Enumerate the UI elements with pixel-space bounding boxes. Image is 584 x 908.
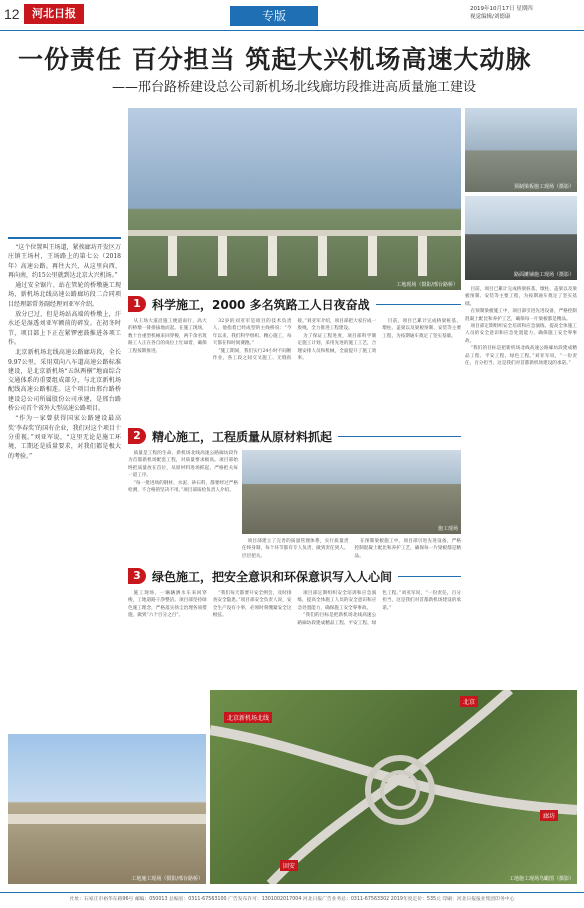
footer: 社址：石家庄市裕华东路96号 邮编：050013 总编室：0311-67563100 广告发布许可：1301002017004 河北日报广告业务总：0311-67563302 2019年度定价：535元 印刷：河北日报报业集团印务中心 bbox=[0, 892, 584, 908]
section-number: 2 bbox=[128, 428, 146, 444]
section-title: 绿色施工，把安全意识和环保意识写入人心间 bbox=[152, 569, 393, 584]
section-2-photo bbox=[242, 450, 461, 534]
editor-credit: 视觉编辑/刘德康 bbox=[470, 14, 511, 20]
photo-caption: 工地现场（摄影/邢台路桥） bbox=[396, 282, 458, 288]
section-title: 精心施工，工程质量从原材料抓起 bbox=[152, 429, 333, 444]
sidebar-column bbox=[8, 237, 121, 462]
bridge-pier bbox=[168, 236, 177, 276]
section-3-body bbox=[128, 590, 461, 686]
article-paragraph: 在预制梁板施工中，项目部引进先进设备，严格控制混凝土配比和养护工艺，确保每一片梁板都是精品。 bbox=[465, 309, 577, 322]
bridge-pier bbox=[418, 236, 427, 276]
bottom-left-photo bbox=[8, 734, 206, 884]
map-label: 廊坊 bbox=[540, 810, 558, 821]
section-rule bbox=[398, 576, 461, 577]
main-photo bbox=[128, 108, 461, 290]
photo-caption: 工地施工现场鸟瞰图（摄影） bbox=[508, 876, 574, 882]
aerial-interchange-image bbox=[210, 690, 577, 884]
article-paragraph: 质量是工程的生命。新机场北线高速公路廊坊段作为首都新机场配套工程，对质量要求极高。项目部始终把质量放在首位，从原材料进场抓起，严格把关每一道工序。 bbox=[128, 451, 238, 479]
headline: 一份责任 百分担当 筑起大兴机场高速大动脉 bbox=[18, 45, 532, 74]
article-paragraph: 从王场大道沿施工便道南行，高大的桥墩一排排拔地而起。在施工现场，数十台重型机械来回穿梭，两千余名筑路工人正在各自的岗位上忙碌着，确保工程按期推进。 bbox=[128, 319, 207, 354]
article-paragraph: 目前，项目已累计完成桥梁桩基、墩柱、盖梁以及梁板预制、安装等主要工程，为按期通车奠定了坚实基础。 bbox=[465, 287, 577, 307]
photo-caption: 施工现场 bbox=[437, 526, 458, 532]
bridge-pier bbox=[268, 236, 277, 276]
top-right-photo bbox=[465, 108, 577, 192]
article-paragraph: 项目部建立了完善的质量管理体系，实行质量责任终身制，每个环节都有专人负责，做到责任到人、层层把关。 bbox=[242, 539, 349, 559]
section-rule bbox=[338, 436, 461, 437]
sidebar-paragraph: 放分已过，但是场站高端的桥墩上，汗水还是湿透刘亚军额前的碎发。在初冬时节，项目部上下正在紧锣密鼓推进各项工作。 bbox=[8, 311, 121, 346]
section-number: 3 bbox=[128, 568, 146, 584]
bridge-deck bbox=[8, 814, 206, 824]
section-2-header bbox=[128, 428, 461, 444]
bridge-pier bbox=[218, 236, 227, 276]
mid-right-photo bbox=[465, 196, 577, 280]
section-2-body bbox=[128, 450, 238, 562]
section-3-header bbox=[128, 568, 461, 584]
photo-caption: 路面摊铺施工现场（摄影） bbox=[513, 272, 574, 278]
map-label: 北京 bbox=[460, 696, 478, 707]
bridge-pier bbox=[318, 236, 327, 276]
section-tag: 专版 bbox=[230, 6, 318, 26]
article-paragraph: 项目部定期组织安全培训和应急演练，提高全体施工人员的安全意识和应急处置能力，确保施工安全零事故。 bbox=[465, 324, 577, 344]
article-paragraph: 施工现场，一辆辆洒水车来回穿梭，工地道路干净整洁。项目部坚持绿色施工理念，严格落实扬尘治理各项措施，做到“六个百分之百”。 bbox=[128, 591, 207, 619]
article-paragraph: 为了保证工程进度，项目部科学制定施工计划，采用先进的施工工艺，合理安排人员和机械，全面提升了施工效率。 bbox=[297, 333, 377, 362]
section-2-body-lower bbox=[242, 538, 461, 562]
page-number: 12 bbox=[4, 6, 20, 22]
section-rule bbox=[376, 304, 461, 305]
section-1-body bbox=[128, 318, 461, 424]
top-rule bbox=[0, 30, 584, 31]
map-label: 北京新机场北线 bbox=[224, 712, 272, 723]
section-1-header bbox=[128, 296, 461, 312]
subheadline: ——邢台路桥建设总公司新机场北线廊坊段推进高质量施工建设 bbox=[112, 80, 477, 95]
sidebar-paragraph: 北京新机场北线高速公路廊坊段，全长9.97公里，采用双向八车道高速公路标准建设，是北京新机场“五纵两横”地面综合交通体系的重要组成部分，与北京新机场配线高速公路相连。这个项目由邢台路桥建设总公司所属股份公司承建，是邢台路桥公司首个省外大型高速公路项目。 bbox=[8, 349, 121, 413]
article-paragraph: “我们每天都要开安全例会，及时排查安全隐患。”项目部安全负责人说，安全生产没有小事，必须时刻绷紧安全这根弦。 bbox=[212, 591, 292, 619]
right-column-text bbox=[465, 286, 577, 732]
bridge-deck bbox=[128, 230, 461, 236]
section-title: 科学施工，2000 多名筑路工人日夜奋战 bbox=[152, 297, 370, 312]
photo-caption: 预制梁板施工现场（摄影） bbox=[513, 184, 574, 190]
article-paragraph: “我们的目标是把新机场北线高速公路廊坊段建成精品工程、平安工程、绿色工程。”刘亚军说，“一份责任，百分担当，这是我们对首都新机场建设的承诺。” bbox=[465, 346, 577, 367]
article-paragraph: 目前，项目已累计完成桥梁桩基、墩柱、盖梁以及梁板预制、安装等主要工程，为按期通车奠定了坚实基础。 bbox=[382, 319, 461, 339]
photo-caption: 工地施工现场（摄影/邢台路桥） bbox=[131, 876, 203, 882]
article-paragraph: 32岁的刘亚军是项目的技术负责人，他指着已经成型的主线桥说：“今年以来，我们科学组织、精心施工，每天都在和时间赛跑。” bbox=[212, 319, 292, 347]
bridge-pier bbox=[368, 236, 377, 276]
article-paragraph: 项目部定期组织安全培训和应急演练，提高全体施工人员的安全意识和应急处置能力，确保施工安全零事故。 bbox=[297, 591, 377, 611]
sidebar-paragraph: “这个位置叫王场道，紧挨廊坊开发区万庄镇王场村，王场路上的第七公（2018年）高速公路。再往大兴，从这里向西、再向南，约15公里就到达北京大兴机场。” bbox=[8, 244, 121, 279]
article-paragraph: “我们的目标是把新机场北线高速公路廊坊段建成精品工程、平安工程、绿色工程。”刘亚军说，“一份责任，百分担当，这是我们对首都新机场建设的承诺。” bbox=[297, 591, 461, 626]
article-paragraph: “施工期间，我们实行24小时不间断作业，各工段之间交叉施工、无缝衔接。”刘亚军介绍，项目部把大家拧成一股绳，全力推进工程建设。 bbox=[212, 319, 377, 362]
map-label: 固安 bbox=[280, 860, 298, 871]
dateline bbox=[470, 5, 533, 21]
section-number: 1 bbox=[128, 296, 146, 312]
sidebar-paragraph: “作为一家曾获得国家公路建设最高奖‘李春奖’的国有企业，我们对这个项目十分重视。”刘亚军说，“这里无论是施工环境、工期还是质量要求，对我们都是极大的考验。” bbox=[8, 415, 121, 460]
article-paragraph: 在预制梁板施工中，项目部引进先进设备，严格控制混凝土配比和养护工艺，确保每一片梁板都是精品。 bbox=[354, 539, 461, 559]
sidebar-paragraph: 通过安全锯片、站在管轮的桥墩施工现场，新机场北线高速公路廊坊段二合同项目经理部常务副经理刘亚军介绍。 bbox=[8, 282, 121, 308]
article-paragraph: “每一批进场的钢材、水泥、砂石料，都要经过严格检测，不合格的坚决不用。”项目部质检负责人介绍。 bbox=[128, 480, 238, 494]
publish-date: 2019年10月17日 星期四 bbox=[470, 6, 533, 12]
paper-logo: 河北日报 bbox=[24, 4, 84, 24]
